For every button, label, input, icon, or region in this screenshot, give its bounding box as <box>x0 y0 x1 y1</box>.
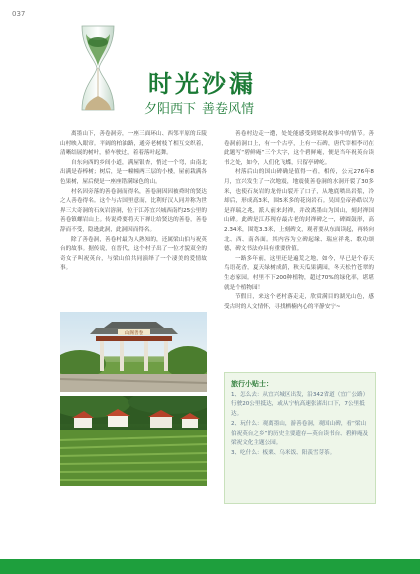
bottom-green-bar <box>0 559 420 574</box>
tip-item: 2、玩什么：观离墨山，游善卷洞，观国山碑，看“梁山伯祝英台之乡”的历史主要遗存—英台读书台、碧鲜庵及梁祝文化主题公园。 <box>231 421 369 447</box>
page-title: 时光沙漏 <box>148 69 256 98</box>
page-subtitle <box>144 98 254 117</box>
page-number: 037 <box>12 10 26 18</box>
travel-tips-title: 旅行小贴士： <box>231 380 273 388</box>
paragraph: 善卷村边走一遭，处处能感受到梁祝故事中的情节。善卷洞前洞口上，有一个古亭，上有一石碑，唐代宰相李司在此题写“碧鲜庵”三个大字，这个碧鲜庵，便是当年祝英台读书之处，如今，人们化飞蝶，只留亭碑屹。 <box>224 131 374 166</box>
subtitle-part-1: 夕阳西下 <box>144 102 197 117</box>
paragraph: 村落后山的国山碑确是值得一看，相传，公元276年8月，宜兴发生了一次地震，地震使善卷洞的水洞开裂了30多米，也使石灰岩的龙骨山裂开了口子，从地底喷出岩浆，冷却后，形成高3米，围5米多的花岗岩石。吴国皇帝孙皓以为是祥瑞之兆，派人前来封禅，并改离墨山为国山，刻封禅国山碑。此碑是江苏现存最古老的封禅碑之一，碑圆鼓形，高2.34米，围宽3.3米，上刻碑文，观者要从东面读起，再转向北、西、南各面。其内容为立碑起缘、瑞应祥兆、歌功颂德，碑文书法亦具有重要价值。 <box>224 169 375 253</box>
travel-tips-body <box>231 391 369 460</box>
travel-tips-box <box>224 372 376 504</box>
paragraph: 自东向西的乡间小道，满屋银杏，悄过一个弯，由南北出满是春棒树；树后，是一幢幢两三层的小楼，屋前栽满各色果树，屋后便是一座座错满绿色的山。 <box>60 159 207 185</box>
paragraph: 村名因旁落的善卷洞而得名，善卷洞因因被舜时的贤达之人善卷得名。这个与古国里意而，比利好汉人同并称为世界三大奇洞的石灰岩溶洞，位于江苏宜兴城西南约25公里的善卷镇螺岩山上。传说舜要将天下禅让给贤达的善卷，善卷辞而不受，隐逊此洞，此洞因而得名。 <box>60 188 207 233</box>
arch-plaque-text: 山阁善卷 <box>124 331 144 336</box>
arch-illustration <box>60 312 207 392</box>
paragraph: 离墨山下，善卷洞旁，一座三面环山、西邻平原的丘陵山村映入眼帘。平阔的柏油路，通旁老树枝丫相互交织着，清晰结展的树叶，骄车驶过，着着落叶起舞。 <box>60 131 207 157</box>
hourglass-icon <box>76 22 120 114</box>
left-article-column <box>60 130 207 274</box>
paragraph: 节假日，来这个老村落走走，欣赏满目的湖光山色，感受古时的人文情怀，寻找栖楠内心的平静安宁~ <box>224 294 374 310</box>
paragraph: 一路多年前，这里还是遍荒之地，如今，早已是个春天鸟语花香，夏天绿树成荫，秋天瓜果满园，冬天松竹苍翠的生态家园。村里不下200种植物，超过70%的绿化率，堪堪就是个植物园！ <box>224 255 374 291</box>
village-illustration <box>60 396 207 486</box>
paragraph: 除了善卷洞，善卷村最为人熟知的，还属梁山伯与祝英台的故事。据传说，在晋代，这个村子出了一位才貌双全的奇女子叫祝英台，与梁山伯共同演绎了一个凄美的爱情故事。 <box>60 236 207 272</box>
tip-item: 1、怎么去：从宜兴城区出发，沿342省道（宜广公路）行驶20公里抵达，或从宁杭高速张渚出口下，7公里抵达。 <box>231 392 369 417</box>
village-photo <box>60 396 207 486</box>
subtitle-part-2: 善卷风情 <box>202 102 255 117</box>
memorial-arch-photo <box>60 312 207 392</box>
tip-item: 3、吃什么：板栗、乌米饭、阳羡雪芽茶。 <box>231 450 336 457</box>
right-article-column <box>224 130 374 312</box>
